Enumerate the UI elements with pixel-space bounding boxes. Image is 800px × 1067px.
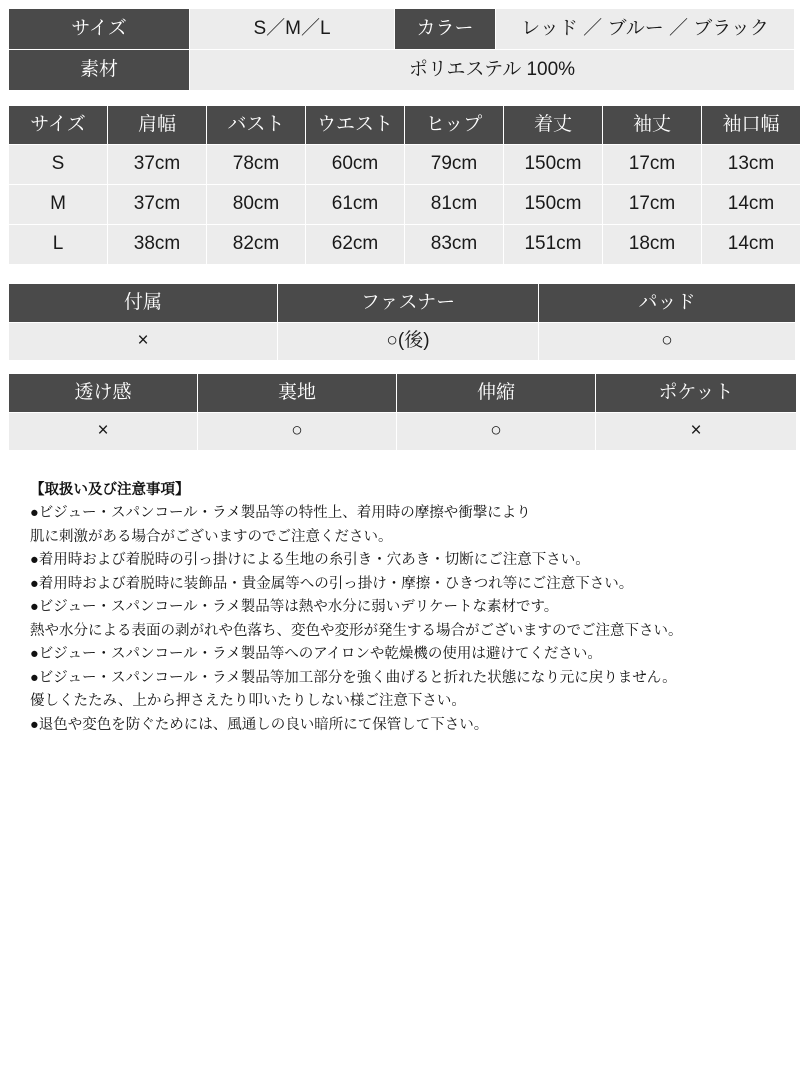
property-value-pocket: ×	[596, 413, 797, 451]
divider	[8, 91, 792, 105]
spec-size-label: サイズ	[9, 9, 190, 50]
property-header-pocket: ポケット	[596, 374, 797, 413]
divider	[8, 361, 792, 373]
measure-cell: S	[9, 145, 108, 185]
measure-cell: 150cm	[504, 185, 603, 225]
care-note-line: ●着用時および着脱時に装飾品・貴金属等への引っ掛け・摩擦・ひきつれ等にご注意下さい。	[30, 575, 634, 592]
measure-cell: 81cm	[405, 185, 504, 225]
care-note-line: ●着用時および着脱時の引っ掛けによる生地の糸引き・穴あき・切断にご注意下さい。	[30, 552, 590, 569]
care-note-line: ●ビジュー・スパンコール・ラメ製品等の特性上、着用時の摩擦や衝撃により	[30, 505, 531, 522]
property-value-lining: ○	[198, 413, 397, 451]
property-table	[8, 373, 797, 451]
measure-cell: 14cm	[702, 225, 800, 265]
measure-cell: 150cm	[504, 145, 603, 185]
measure-cell: 79cm	[405, 145, 504, 185]
care-notes	[8, 479, 792, 737]
attachment-value-pad: ○	[539, 323, 796, 361]
table-row	[9, 225, 800, 265]
care-note-line: ●ビジュー・スパンコール・ラメ製品等加工部分を強く曲げると折れた状態になり元に戻りません。	[30, 669, 677, 686]
measure-cell: 80cm	[207, 185, 306, 225]
attachment-value-zipper: ○(後)	[278, 323, 539, 361]
measure-cell: 82cm	[207, 225, 306, 265]
attachment-header-pad: パッド	[539, 284, 796, 323]
table-row	[9, 145, 800, 185]
measure-cell: L	[9, 225, 108, 265]
spec-color-label: カラー	[395, 9, 496, 50]
property-header-stretch: 伸縮	[397, 374, 596, 413]
attachment-header-zipper: ファスナー	[278, 284, 539, 323]
measure-header-waist: ウエスト	[306, 106, 405, 145]
measure-header-sleeve: 袖丈	[603, 106, 702, 145]
divider	[8, 265, 792, 283]
measure-cell: 61cm	[306, 185, 405, 225]
care-note-line: 優しくたたみ、上から押さえたり叩いたりしない様ご注意下さい。	[30, 693, 466, 710]
measure-cell: 83cm	[405, 225, 504, 265]
table-header-row	[9, 284, 796, 323]
measure-cell: M	[9, 185, 108, 225]
measure-cell: 18cm	[603, 225, 702, 265]
table-row	[9, 185, 800, 225]
care-notes-title: 【取扱い及び注意事項】	[30, 482, 190, 498]
spec-size-value: S／M／L	[190, 9, 395, 50]
property-value-sheerness: ×	[9, 413, 198, 451]
measure-cell: 38cm	[108, 225, 207, 265]
measure-header-cuff: 袖口幅	[702, 106, 800, 145]
measure-header-bust: バスト	[207, 106, 306, 145]
property-value-stretch: ○	[397, 413, 596, 451]
attachment-header-accessory: 付属	[9, 284, 278, 323]
measure-cell: 37cm	[108, 185, 207, 225]
spec-material-label: 素材	[9, 50, 190, 91]
measure-header-shoulder: 肩幅	[108, 106, 207, 145]
spec-material-value: ポリエステル 100%	[190, 50, 795, 91]
measure-cell: 14cm	[702, 185, 800, 225]
spec-color-value: レッド ／ ブルー ／ ブラック	[496, 9, 795, 50]
measure-cell: 37cm	[108, 145, 207, 185]
measure-header-size: サイズ	[9, 106, 108, 145]
measure-header-length: 着丈	[504, 106, 603, 145]
table-row	[9, 50, 795, 91]
spec-table	[8, 8, 795, 91]
table-row	[9, 9, 795, 50]
attachment-table	[8, 283, 796, 361]
care-note-line: 熱や水分による表面の剥がれや色落ち、変色や変形が発生する場合がございますのでご注意下さい。	[30, 622, 683, 639]
attachment-value-accessory: ×	[9, 323, 278, 361]
measure-cell: 17cm	[603, 145, 702, 185]
care-note-line: ●ビジュー・スパンコール・ラメ製品等へのアイロンや乾燥機の使用は避けてください。	[30, 646, 602, 663]
table-header-row	[9, 374, 797, 413]
property-header-sheerness: 透け感	[9, 374, 198, 413]
care-note-line: 肌に刺激がある場合がございますのでご注意ください。	[30, 528, 393, 545]
measure-cell: 151cm	[504, 225, 603, 265]
measure-cell: 13cm	[702, 145, 800, 185]
care-note-line: ●ビジュー・スパンコール・ラメ製品等は熱や水分に弱いデリケートな素材です。	[30, 599, 559, 616]
property-header-lining: 裏地	[198, 374, 397, 413]
measure-cell: 78cm	[207, 145, 306, 185]
table-row	[9, 413, 797, 451]
measure-cell: 62cm	[306, 225, 405, 265]
measure-cell: 60cm	[306, 145, 405, 185]
table-header-row	[9, 106, 800, 145]
care-note-line: ●退色や変色を防ぐためには、風通しの良い暗所にて保管して下さい。	[30, 716, 489, 733]
table-row	[9, 323, 796, 361]
measurement-table	[8, 105, 800, 265]
measure-header-hip: ヒップ	[405, 106, 504, 145]
measure-cell: 17cm	[603, 185, 702, 225]
